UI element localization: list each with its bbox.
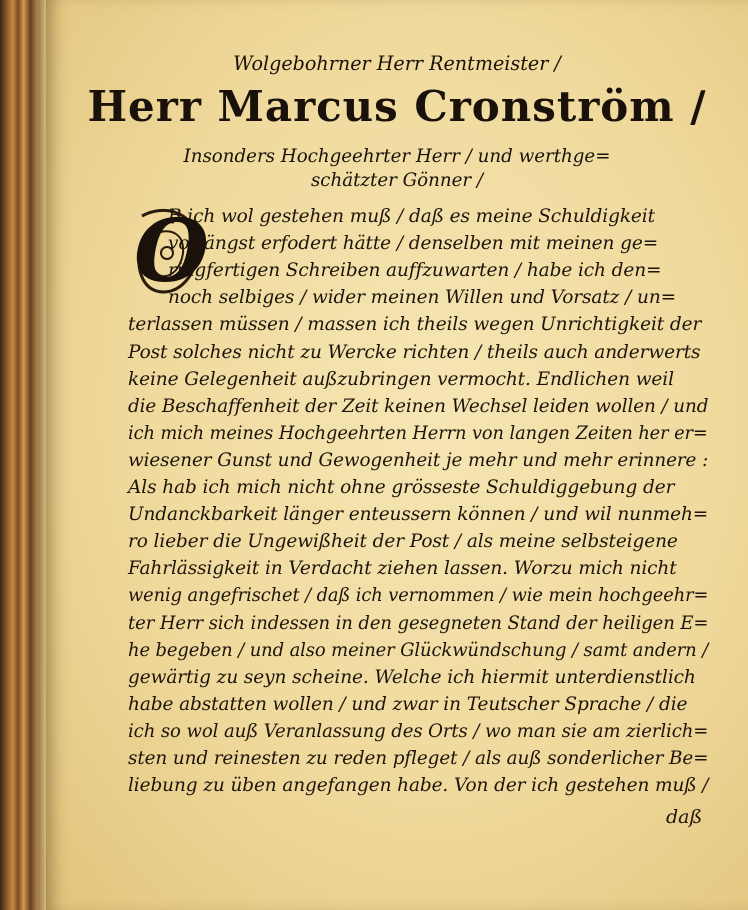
text-line: ich mich meines Hochgeehrten Herrn von langen Zeiten her er=: [128, 422, 708, 444]
text-line: wenig angefrischet / daß ich vernommen / wie mein hochgeehr=: [128, 585, 709, 607]
book-page: [46, 0, 748, 910]
text-line: keine Gelegenheit außzubringen vermocht. Endlichen weil: [128, 368, 674, 390]
initial-letter: O: [134, 201, 209, 302]
salutation-line-3: Insonders Hochgeehrter Herr / und werthge=: [183, 146, 611, 167]
text-line: wiesener Gunst und Gewogenheit je mehr und mehr erinnere :: [128, 449, 709, 471]
text-line: die Beschaffenheit der Zeit keinen Wechsel leiden wollen / und: [128, 395, 709, 417]
text-line: Undanckbarkeit länger enteussern können / und wil nunmeh=: [128, 504, 709, 526]
text-line: Post solches nicht zu Wercke richten / theils auch anderwerts: [128, 341, 701, 363]
salutation-name: Herr Marcus Cronström /: [87, 82, 707, 131]
salutation-line-1: Wolgebohrner Herr Rentmeister /: [233, 52, 561, 75]
text-line: habe abstatten wollen / und zwar in Teutscher Sprache / die: [128, 693, 688, 715]
catchword: daß: [666, 806, 703, 828]
text-line: ter Herr sich indessen in den gesegneten Stand der heiligen E=: [128, 612, 709, 634]
text-line: vorlängst erfodert hätte / denselben mit meinen ge=: [168, 233, 659, 255]
text-line: gewärtig zu seyn scheine. Welche ich hiermit unterdienstlich: [128, 666, 696, 688]
text-line: ringfertigen Schreiben auffzuwarten / habe ich den=: [168, 260, 662, 282]
text-line: liebung zu üben angefangen habe. Von der ich gestehen muß /: [128, 775, 709, 797]
text-line: sten und reinesten zu reden pfleget / als auß sonderlicher Be=: [128, 748, 709, 769]
text-line: ich so wol auß Veranlassung des Orts / wo man sie am zierlich=: [128, 720, 709, 742]
text-line: noch selbiges / wider meinen Willen und Vorsatz / un=: [168, 287, 677, 309]
text-line: Als hab ich mich nicht ohne grösseste Schuldiggebung der: [128, 477, 675, 498]
text-line: Fahrlässigkeit in Verdacht ziehen lassen. Worzu mich nicht: [128, 558, 677, 580]
text-line: ro lieber die Ungewißheit der Post / als meine selbsteigene: [128, 531, 678, 553]
text-line: terlassen müssen / massen ich theils wegen Unrichtigkeit der: [128, 314, 702, 336]
book-spine: [0, 0, 38, 910]
text-line: he begeben / und also meiner Glückwündschung / samt andern /: [128, 639, 709, 661]
salutation-line-4: schätzter Gönner /: [310, 170, 484, 191]
text-line: B ich wol gestehen muß / daß es meine Schuldigkeit: [168, 206, 655, 227]
